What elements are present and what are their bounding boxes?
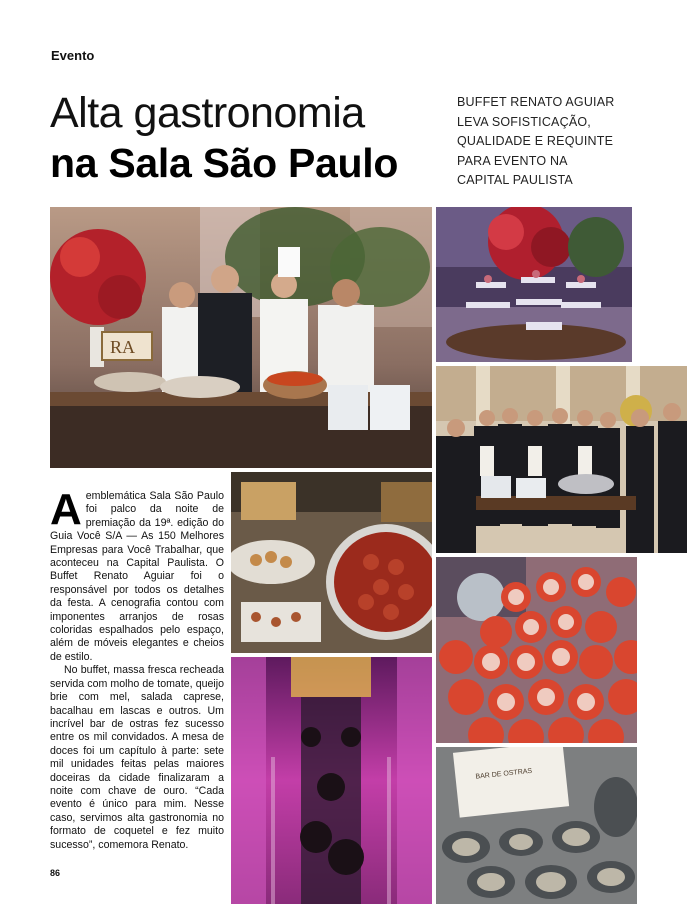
section-label: Evento [51,48,95,63]
buffet-sign: RA [110,337,136,357]
deck-line: LEVA SOFISTICAÇÃO, [457,114,591,129]
deck-line: BUFFET RENATO AGUIAR [457,95,615,109]
article-body [50,485,224,852]
deck-line: PARA EVENTO NA [457,153,568,168]
photo-hall-overview [231,657,432,904]
oyster-card-text: BAR DE OSTRAS [475,767,533,781]
photo-chefs-buffet [50,207,432,468]
article-paragraph: No buffet, massa fresca recheada servida com molho de tomate, queijo brie com mel, salada caprese, bacalhau em lascas e outros. Um incrível bar de ostras fez sucesso entre os mil convidados. A mesa de doces foi um capítulo à parte: sete mil unidades feitas pelas maiores doceiras da cidade finalizaram a noite com chave de ouro. “Cada evento é único para mim. Nesse caso, servimos alta gastronomia no formato de coquetel e fez muito sucesso”, comemora Renato. [50,664,224,851]
deck-line: CAPITAL PAULISTA [457,173,573,187]
headline-line2: na Sala São Paulo [50,140,399,186]
article-paragraph [50,485,224,664]
photo-dessert-stands [436,207,632,362]
photo-staff-group [436,366,687,553]
deck [457,93,657,191]
page-number: 86 [50,868,61,878]
paragraph-text: emblemática Sala São Paulo foi palco da noite de premiação da 19ª. edição do Guia Você S/A — As 150 Melhores Empresas para Você Trabalhar, que aconteceu na Capital Paulista. O Buffet Renato Aguiar foi o responsável por todos os detalhes da festa. A cenografia contou com imponentes arranjos de rosas coloridas espalhados pelo espaço, além de móveis elegantes e cheios de estilo. [50,490,224,663]
photo-appetizer-trays [231,472,432,653]
photo-oyster-bar [436,747,637,904]
headline-line1: Alta gastronomia [50,89,365,137]
photo-sweets [436,557,637,743]
deck-line: QUALIDADE E REQUINTE [457,134,614,148]
drop-cap: A [50,485,82,534]
